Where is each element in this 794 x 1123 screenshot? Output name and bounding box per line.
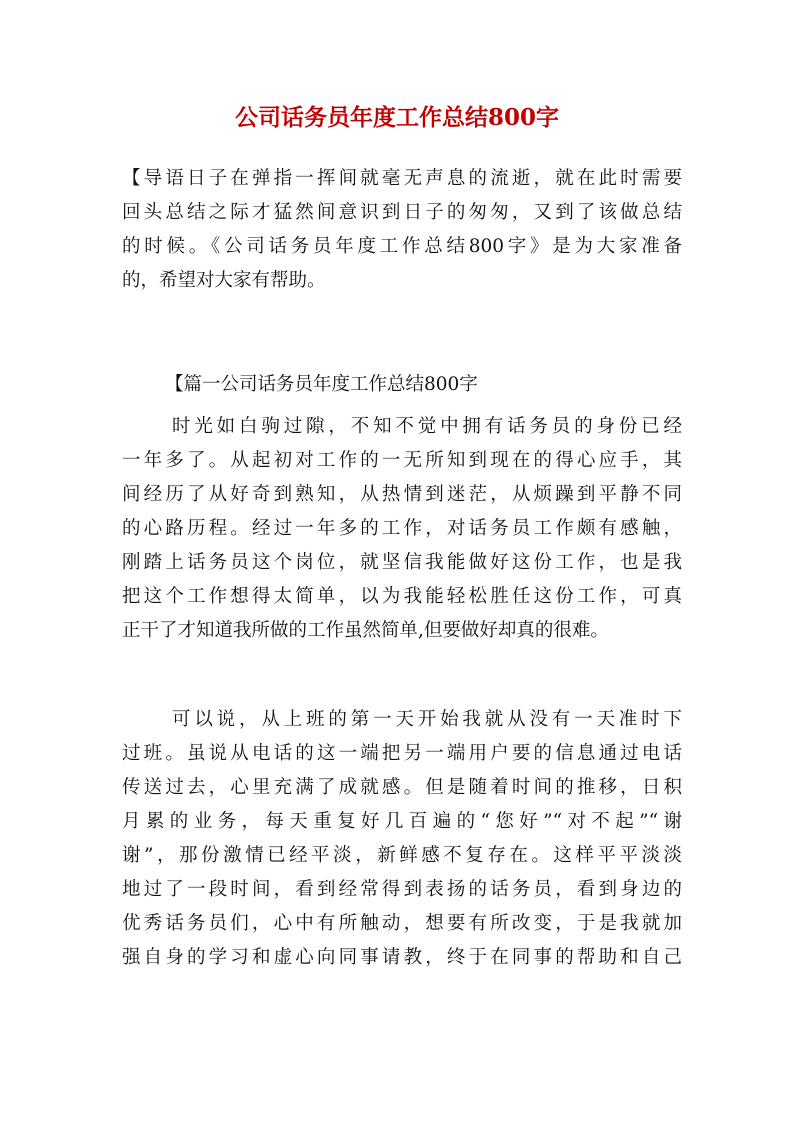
- paragraph-line: 强自身的学习和虚心向同事请教，终于在同事的帮助和自己: [122, 947, 682, 968]
- body-paragraph-1: [122, 410, 682, 648]
- paragraph-line: 的心路历程。经过一年多的工作，对话务员工作颇有感触，: [122, 518, 682, 539]
- paragraph-line: 地过了一段时间，看到经常得到表扬的话务员，看到身边的: [122, 879, 682, 900]
- paragraph-line: 传送过去，心里充满了成就感。但是随着时间的推移，日积: [122, 777, 682, 798]
- paragraph-line: 刚踏上话务员这个岗位，就坚信我能做好这份工作，也是我: [122, 552, 682, 573]
- paragraph-line: 时光如白驹过隙，不知不觉中拥有话务员的身份已经: [172, 416, 682, 437]
- intro-line: 【导语日子在弹指一挥间就毫无声息的流逝，就在此时需要: [122, 168, 682, 189]
- intro-paragraph: [122, 162, 682, 298]
- section-heading: 【篇一公司话务员年度工作总结800字: [165, 374, 478, 395]
- document-title: 公司话务员年度工作总结800字: [234, 104, 559, 131]
- paragraph-line: 优秀话务员们，心中有所触动，想要有所改变，于是我就加: [122, 913, 682, 934]
- intro-line: 的时候。《公司话务员年度工作总结800字》是为大家准备: [122, 236, 682, 257]
- paragraph-line: 月累的业务，每天重复好几百遍的“您好”“对不起”“谢: [122, 811, 682, 832]
- paragraph-line: 正干了才知道我所做的工作虽然简单,但要做好却真的很难。: [122, 620, 609, 641]
- paragraph-line: 过班。虽说从电话的这一端把另一端用户要的信息通过电话: [122, 743, 682, 764]
- paragraph-line: 一年多了。从起初对工作的一无所知到现在的得心应手，其: [122, 450, 682, 471]
- paragraph-line: 谢”，那份激情已经平淡，新鲜感不复存在。这样平平淡淡: [122, 845, 682, 866]
- paragraph-line: 把这个工作想得太简单，以为我能轻松胜任这份工作，可真: [122, 586, 682, 607]
- paragraph-line: 可以说，从上班的第一天开始我就从没有一天准时下: [172, 709, 682, 730]
- body-paragraph-2: [122, 703, 682, 975]
- intro-line: 的，希望对大家有帮助。: [122, 270, 326, 291]
- intro-line: 回头总结之际才猛然间意识到日子的匆匆，又到了该做总结: [122, 202, 682, 223]
- paragraph-line: 间经历了从好奇到熟知，从热情到迷茫，从烦躁到平静不同: [122, 484, 682, 505]
